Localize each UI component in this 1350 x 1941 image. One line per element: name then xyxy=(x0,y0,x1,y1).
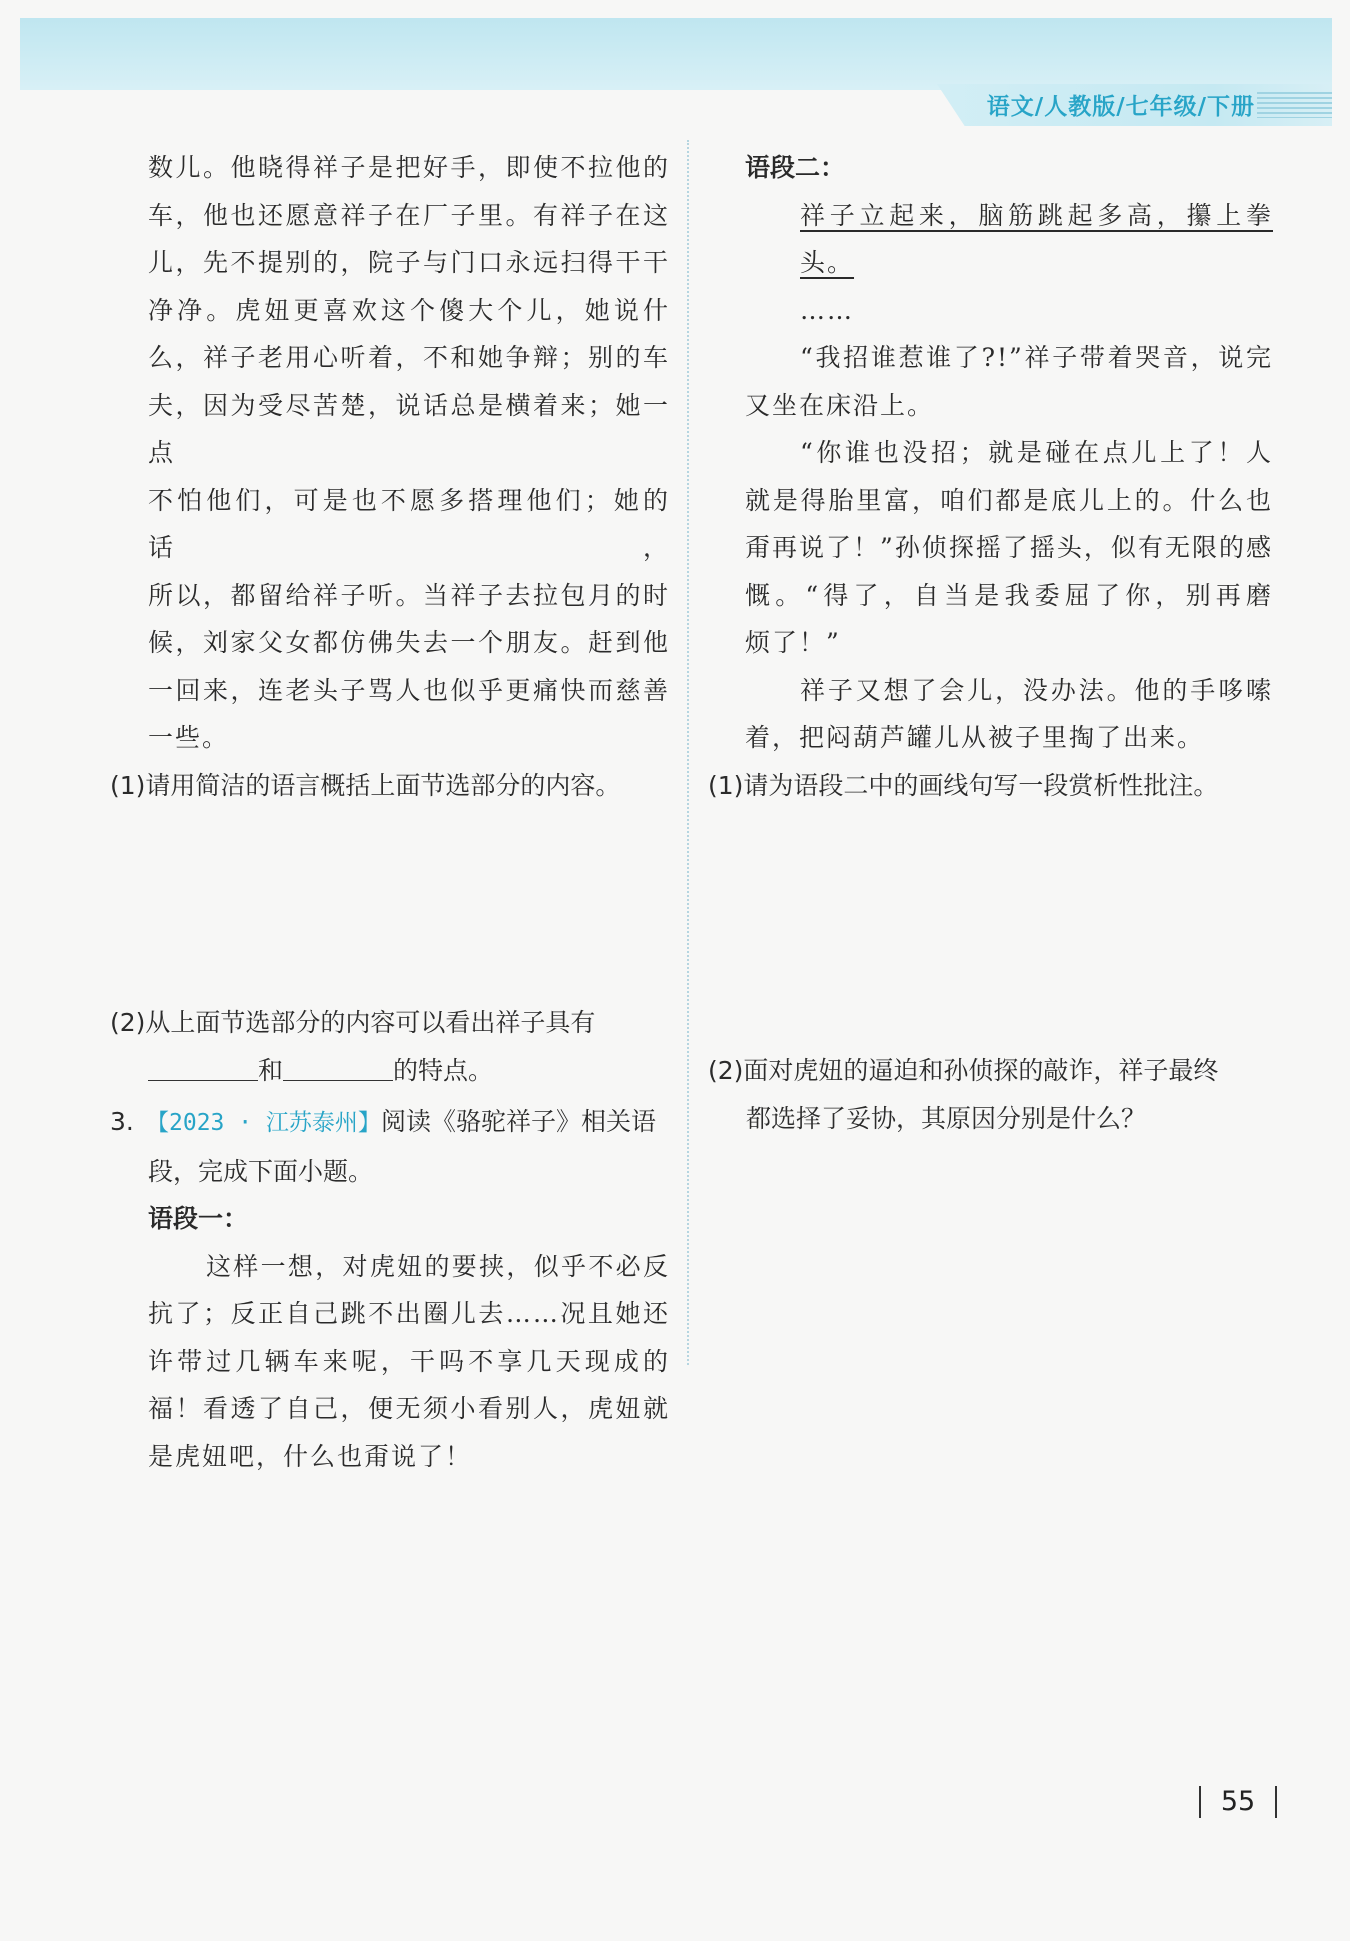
question-2-2: (2)面对虎妞的逼迫和孙侦探的敲诈，祥子最终 xyxy=(708,1056,1219,1085)
question-3-text: 阅读《骆驼祥子》相关语 xyxy=(380,1107,656,1136)
column-divider xyxy=(687,140,689,1365)
header-band xyxy=(20,18,1332,90)
section-2-passage xyxy=(708,192,1273,762)
passage-line: 车，他也还愿意祥子在厂子里。有祥子在这 xyxy=(148,200,670,230)
underlined-sentence-text: 祥子立起来，脑筋跳起多高，攥上拳头。 xyxy=(800,200,1273,277)
section-1-line: 福！看透了自己，便无须小看别人，虎妞就 xyxy=(148,1394,670,1423)
question-1: (1)请用简洁的语言概括上面节选部分的内容。 xyxy=(110,770,621,800)
section-2-line: “我招谁惹谁了?!”祥子带着哭音，说完 xyxy=(800,343,1273,372)
question-3 xyxy=(110,1098,670,1148)
section-1-line: 抗了；反正自己跳不出圈儿去……况且她还 xyxy=(148,1299,670,1328)
question-source-tag: 【2023 · 江苏泰州】 xyxy=(146,1110,381,1136)
trait-text: 的特点。 xyxy=(393,1055,494,1085)
section-2-line: 着，把闷葫芦罐儿从被子里掏了出来。 xyxy=(745,723,1205,752)
right-column xyxy=(708,144,1273,1142)
section-1-heading: 语段一： xyxy=(148,1204,249,1233)
passage-line: 所以，都留给祥子听。当祥子去拉包月的时 xyxy=(148,580,670,610)
section-2-line: 烦了！” xyxy=(745,628,841,657)
section-2-heading: 语段二： xyxy=(745,153,846,182)
answer-blank-2[interactable] xyxy=(283,1054,393,1081)
passage-line: 不怕他们，可是也不愿多搭理他们；她的话， xyxy=(148,485,670,562)
section-2-line: 祥子又想了会儿，没办法。他的手哆嗦 xyxy=(800,675,1273,705)
question-2-1: (1)请为语段二中的画线句写一段赏析性批注。 xyxy=(708,770,1219,800)
passage-line: 一回来，连老头子骂人也似乎更痛快而慈善 xyxy=(148,675,670,705)
answer-space[interactable] xyxy=(708,809,1273,1047)
underlined-sentence xyxy=(745,192,1273,287)
section-1-line: 许带过几辆车来呢，干吗不享几天现成的 xyxy=(148,1346,670,1376)
passage-line: 儿，先不提别的，院子与门口永远扫得干干 xyxy=(148,248,670,277)
header-stripes xyxy=(1257,92,1332,118)
answer-space[interactable] xyxy=(110,809,670,999)
left-column xyxy=(110,144,670,1480)
question-3-number: 3. xyxy=(110,1107,134,1136)
section-1-line: 是虎妞吧，什么也甭说了！ xyxy=(148,1441,473,1471)
and-text: 和 xyxy=(258,1055,284,1085)
question-3-text-continued: 段，完成下面小题。 xyxy=(148,1156,374,1186)
section-1-line: 这样一想，对虎妞的要挟，似乎不必反 xyxy=(206,1251,670,1281)
section-2-line: 就是得胎里富，咱们都是底儿上的。什么也 xyxy=(745,485,1273,515)
passage-line: 么，祥子老用心听着，不和她争辩；别的车 xyxy=(148,343,670,372)
subject-label: 语文/人教版/七年级/下册 xyxy=(986,94,1255,120)
passage-line: 候，刘家父女都仿佛失去一个朋友。赶到他 xyxy=(148,628,670,657)
section-2-line: 甭再说了！”孙侦探摇了摇头，似有无限的感 xyxy=(745,533,1273,562)
question-2: (2)从上面节选部分的内容可以看出祥子具有 xyxy=(110,1008,596,1037)
question-2-2-continued: 都选择了妥协，其原因分别是什么？ xyxy=(746,1103,1147,1133)
section-2-line: 慨。“得了，自当是我委屈了你，别再磨 xyxy=(745,580,1273,610)
passage-line: 净净。虎妞更喜欢这个傻大个儿，她说什 xyxy=(148,295,670,325)
ellipsis: …… xyxy=(800,295,854,325)
section-1-passage xyxy=(110,1243,670,1481)
section-2-line: 又坐在床沿上。 xyxy=(745,390,935,420)
passage-line: 一些。 xyxy=(148,723,230,752)
passage-continued xyxy=(110,144,670,762)
question-2-blanks xyxy=(110,1047,670,1095)
section-2-line: “你谁也没招；就是碰在点儿上了！人 xyxy=(800,438,1273,467)
passage-line: 夫，因为受尽苦楚，说话总是横着来；她一点 xyxy=(148,390,670,467)
page-number: 55 xyxy=(1195,1782,1281,1822)
passage-line: 数儿。他晓得祥子是把好手，即使不拉他的 xyxy=(148,153,670,182)
answer-blank-1[interactable] xyxy=(148,1054,258,1081)
